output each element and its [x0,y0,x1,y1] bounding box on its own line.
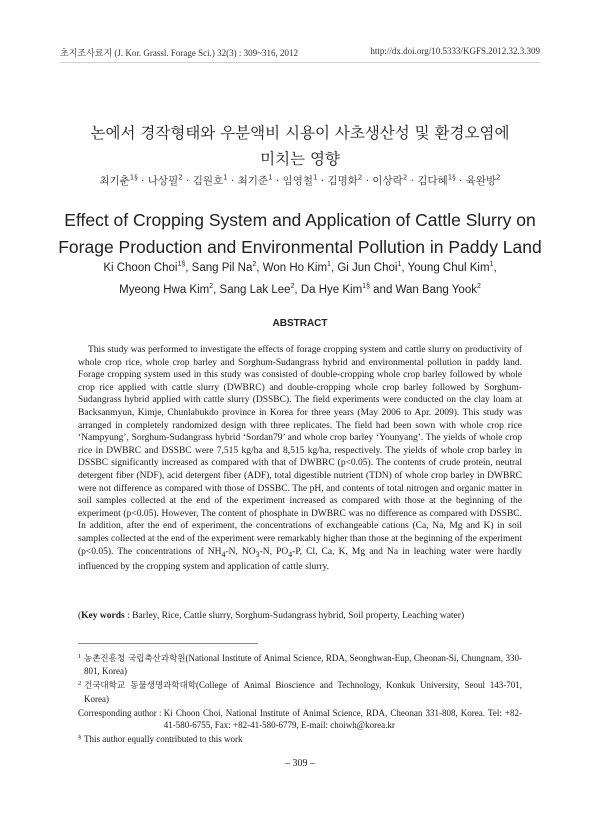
author-separator: · [182,175,193,187]
author-name: 최기준 [237,175,269,187]
footnote-affiliation-2 [78,679,522,704]
abstract-heading: ABSTRACT [272,318,328,329]
author-affiliation-mark: 1§ [362,283,370,291]
author-name: 나상필 [147,175,179,187]
korean-title-line-2: 미치는 영향 [260,150,340,168]
footnote-divider [78,643,258,644]
doi-link[interactable]: http://dx.doi.org/10.5333/KGFS.2012.32.3.309 [370,46,540,56]
journal-citation [60,46,298,59]
header-divider [60,62,540,63]
author-affiliation-mark: 1§ [129,173,138,182]
author-affiliation-mark: 1 [327,261,331,269]
affiliation-ko: 농촌진흥청 국립축산과학원 [84,654,186,664]
po4-formula: $PO_4$ [276,546,293,559]
korean-author-list [40,173,560,188]
author-separator: · [407,175,418,187]
nh4-formula: $NH_4-N$, [207,546,242,559]
author-affiliation-mark: 1 [397,261,402,269]
author-separator: · [317,175,328,187]
author-affiliation-mark: 2 [178,173,183,182]
author-name: 김원호 [192,175,224,187]
english-title [40,207,560,261]
author-name: 김다혜 [417,175,448,187]
keywords: (Key words : Barley, Rice, Cattle slurry, Sorghum-Sudangrass hybrid, Soil property, Leaching water) [78,611,465,621]
korean-title-line-1: 논에서 경작형태와 우분액비 시용이 사초생산성 및 환경오염에 [90,124,510,142]
author-separator: , [213,284,220,296]
author-name: 이상락 [372,175,403,187]
korean-title [40,120,560,172]
author-separator: , [493,262,497,274]
author-name: Sang Pil Na [191,262,253,274]
author-name: Da Hye Kim [300,284,363,296]
author-separator: , [401,262,408,274]
author-affiliation-mark: 2 [402,173,408,182]
author-separator: · [227,175,238,187]
english-title-line-1: Effect of Cropping System and Application of Cattle Slurry on [64,210,536,230]
author-name: 최기춘 [99,175,130,187]
page-number: – 309 – [285,758,315,769]
footnotes [78,652,522,747]
author-affiliation-mark: 1§ [177,261,186,269]
english-title-line-2: Forage Production and Environmental Pollution in Paddy Land [58,237,542,257]
corresponding-author [78,707,522,731]
author-separator: · [455,175,466,187]
author-affiliation-mark: 2 [209,283,214,291]
author-affiliation-mark: 1 [268,173,273,182]
author-separator: · [272,175,283,187]
affiliation-en: (National Institute of Animal Science, RDA, Seonghwan-Eup, Cheonan-Si, Chungnam, 330-801, Korea) [84,653,522,677]
english-authors-line-1 [40,257,560,279]
no3-formula: $NO_3-N$, [241,546,277,559]
author-affiliation-mark: 2 [476,283,481,291]
author-name: 임영철 [282,175,313,187]
author-affiliation-mark: 1 [312,173,318,182]
affiliation-en: (College of Animal Bioscience and Technology, Konkuk University, Seoul 143-701, Korea) [84,680,522,704]
section-mark: § [78,734,82,742]
keywords-text: Barley, Rice, Cattle slurry, Sorghum-Sudangrass hybrid, Soil property, Leaching water [132,611,461,621]
equal-contribution-text: This author equally contributed to this work [84,734,243,745]
author-affiliation-mark: 1 [223,173,228,182]
footnote-affiliation-1 [78,652,522,677]
abstract-paragraph-end: -P, Cl, Ca, K, Mg and Na in leaching water were hardly influenced by the cropping system and application of cattle slurry. [78,546,522,572]
author-name: Won Ho Kim [262,262,328,274]
corresponding-author-details: Ki Choon Choi, National Institute of Animal Science, RDA, Cheonan 331-808, Korea. Tel: +82-41-580-6755, Fax: +82-41-580-6779, E-mail: choiwh@korea.kr [163,707,522,731]
author-separator: , [330,262,338,274]
keywords-label: Key words [81,611,125,621]
journal-reference: (J. Kor. Grassl. Forage Sci.) 32(3) : 309~316, 2012 [114,48,299,58]
footnote-marker: 2 [78,680,82,688]
author-name: Young Chul Kim [407,262,490,274]
english-author-list [40,257,560,301]
affiliation-ko: 건국대학교 동물생명과학대학 [84,681,197,692]
author-separator: · [362,175,373,187]
author-name: Gi Jun Choi [337,262,398,274]
author-separator: , [185,262,192,274]
abstract-paragraph: This study was performed to investigate the effects of forage cropping system and cattle slurry on productivity of whole crop rice, whole crop barley and Sorghum-Sudangrass hybrid and environmental pollution in paddy land. Forage cropping system used in this study was consisted of double-cropping whole crop barley followed by whole crop rice applied with cattle slurry (DWBRC) and double-cropping whole crop barley followed by Sorghum-Sudangrass hybrid applied with cattle slurry (DSSBC). The field experiments were conducted on the clay loam at Backsanmyun, Kimje, Chunlabukdo province in Korea for three years (May 2006 to Apr. 2009). This study was arranged in completely randomized design with three replicates. The field had been sown with whole crop rice ‘Nampyung’, Sorghum-Sudangrass hybrid ‘Sordan79’ and whole crop barley ‘Younyang’. The yields of whole crop rice in DWBRC and DSSBC were 7,515 kg/ha and 8,515 kg/ha, respectively. The yields of whole crop barley in DSSBC significantly increased as compared with that of DWBRC (p<0.05). The contents of crude protein, neutral detergent fiber (NDF), acid detergent fiber (ADF), total digestible nutrient (TDN) of whole crop barley in DWBRC were not difference as compared with those of DSSBC. The pH, and contents of total nitrogen and organic matter in soil samples collected at the end of the experiment increased as compared with those at the beginning of the experiment (p<0.05). However, The content of phosphate in DWBRC was no difference as compared with DSSBC. In addition, after the end of experiment, the concentrations of exchangeable cations (Ca, Na, Mg and K) in soil samples collected at the end of the experiment were remarkably higher than those at the beginning of the experiment (p<0.05). The concentrations of [78,345,522,557]
author-name: Wan Bang Yook [395,284,477,296]
equal-contribution-note [78,733,522,745]
english-authors-line-2 [40,279,560,301]
corresponding-author-label: Corresponding author : [78,707,162,718]
author-separator: , [256,262,263,274]
author-name: Ki Choon Choi [103,262,178,274]
author-affiliation-mark: 2 [252,261,257,269]
author-name: Sang Lak Lee [219,284,291,296]
author-affiliation-mark: 2 [496,173,501,182]
author-affiliation-mark: 2 [357,173,363,182]
author-name: Myeong Hwa Kim [119,284,210,296]
author-name: 김명화 [327,175,358,187]
author-affiliation-mark: 1 [489,261,494,269]
journal-name-ko: 초지조사료지 [60,48,113,58]
author-name: 육완방 [465,175,497,187]
author-affiliation-mark: 2 [290,283,295,291]
author-separator: and [369,284,396,296]
abstract-text [78,344,522,574]
footnote-marker: 1 [78,653,82,660]
author-affiliation-mark: 1§ [447,173,456,182]
author-separator: , [294,284,301,296]
author-separator: · [137,175,148,187]
